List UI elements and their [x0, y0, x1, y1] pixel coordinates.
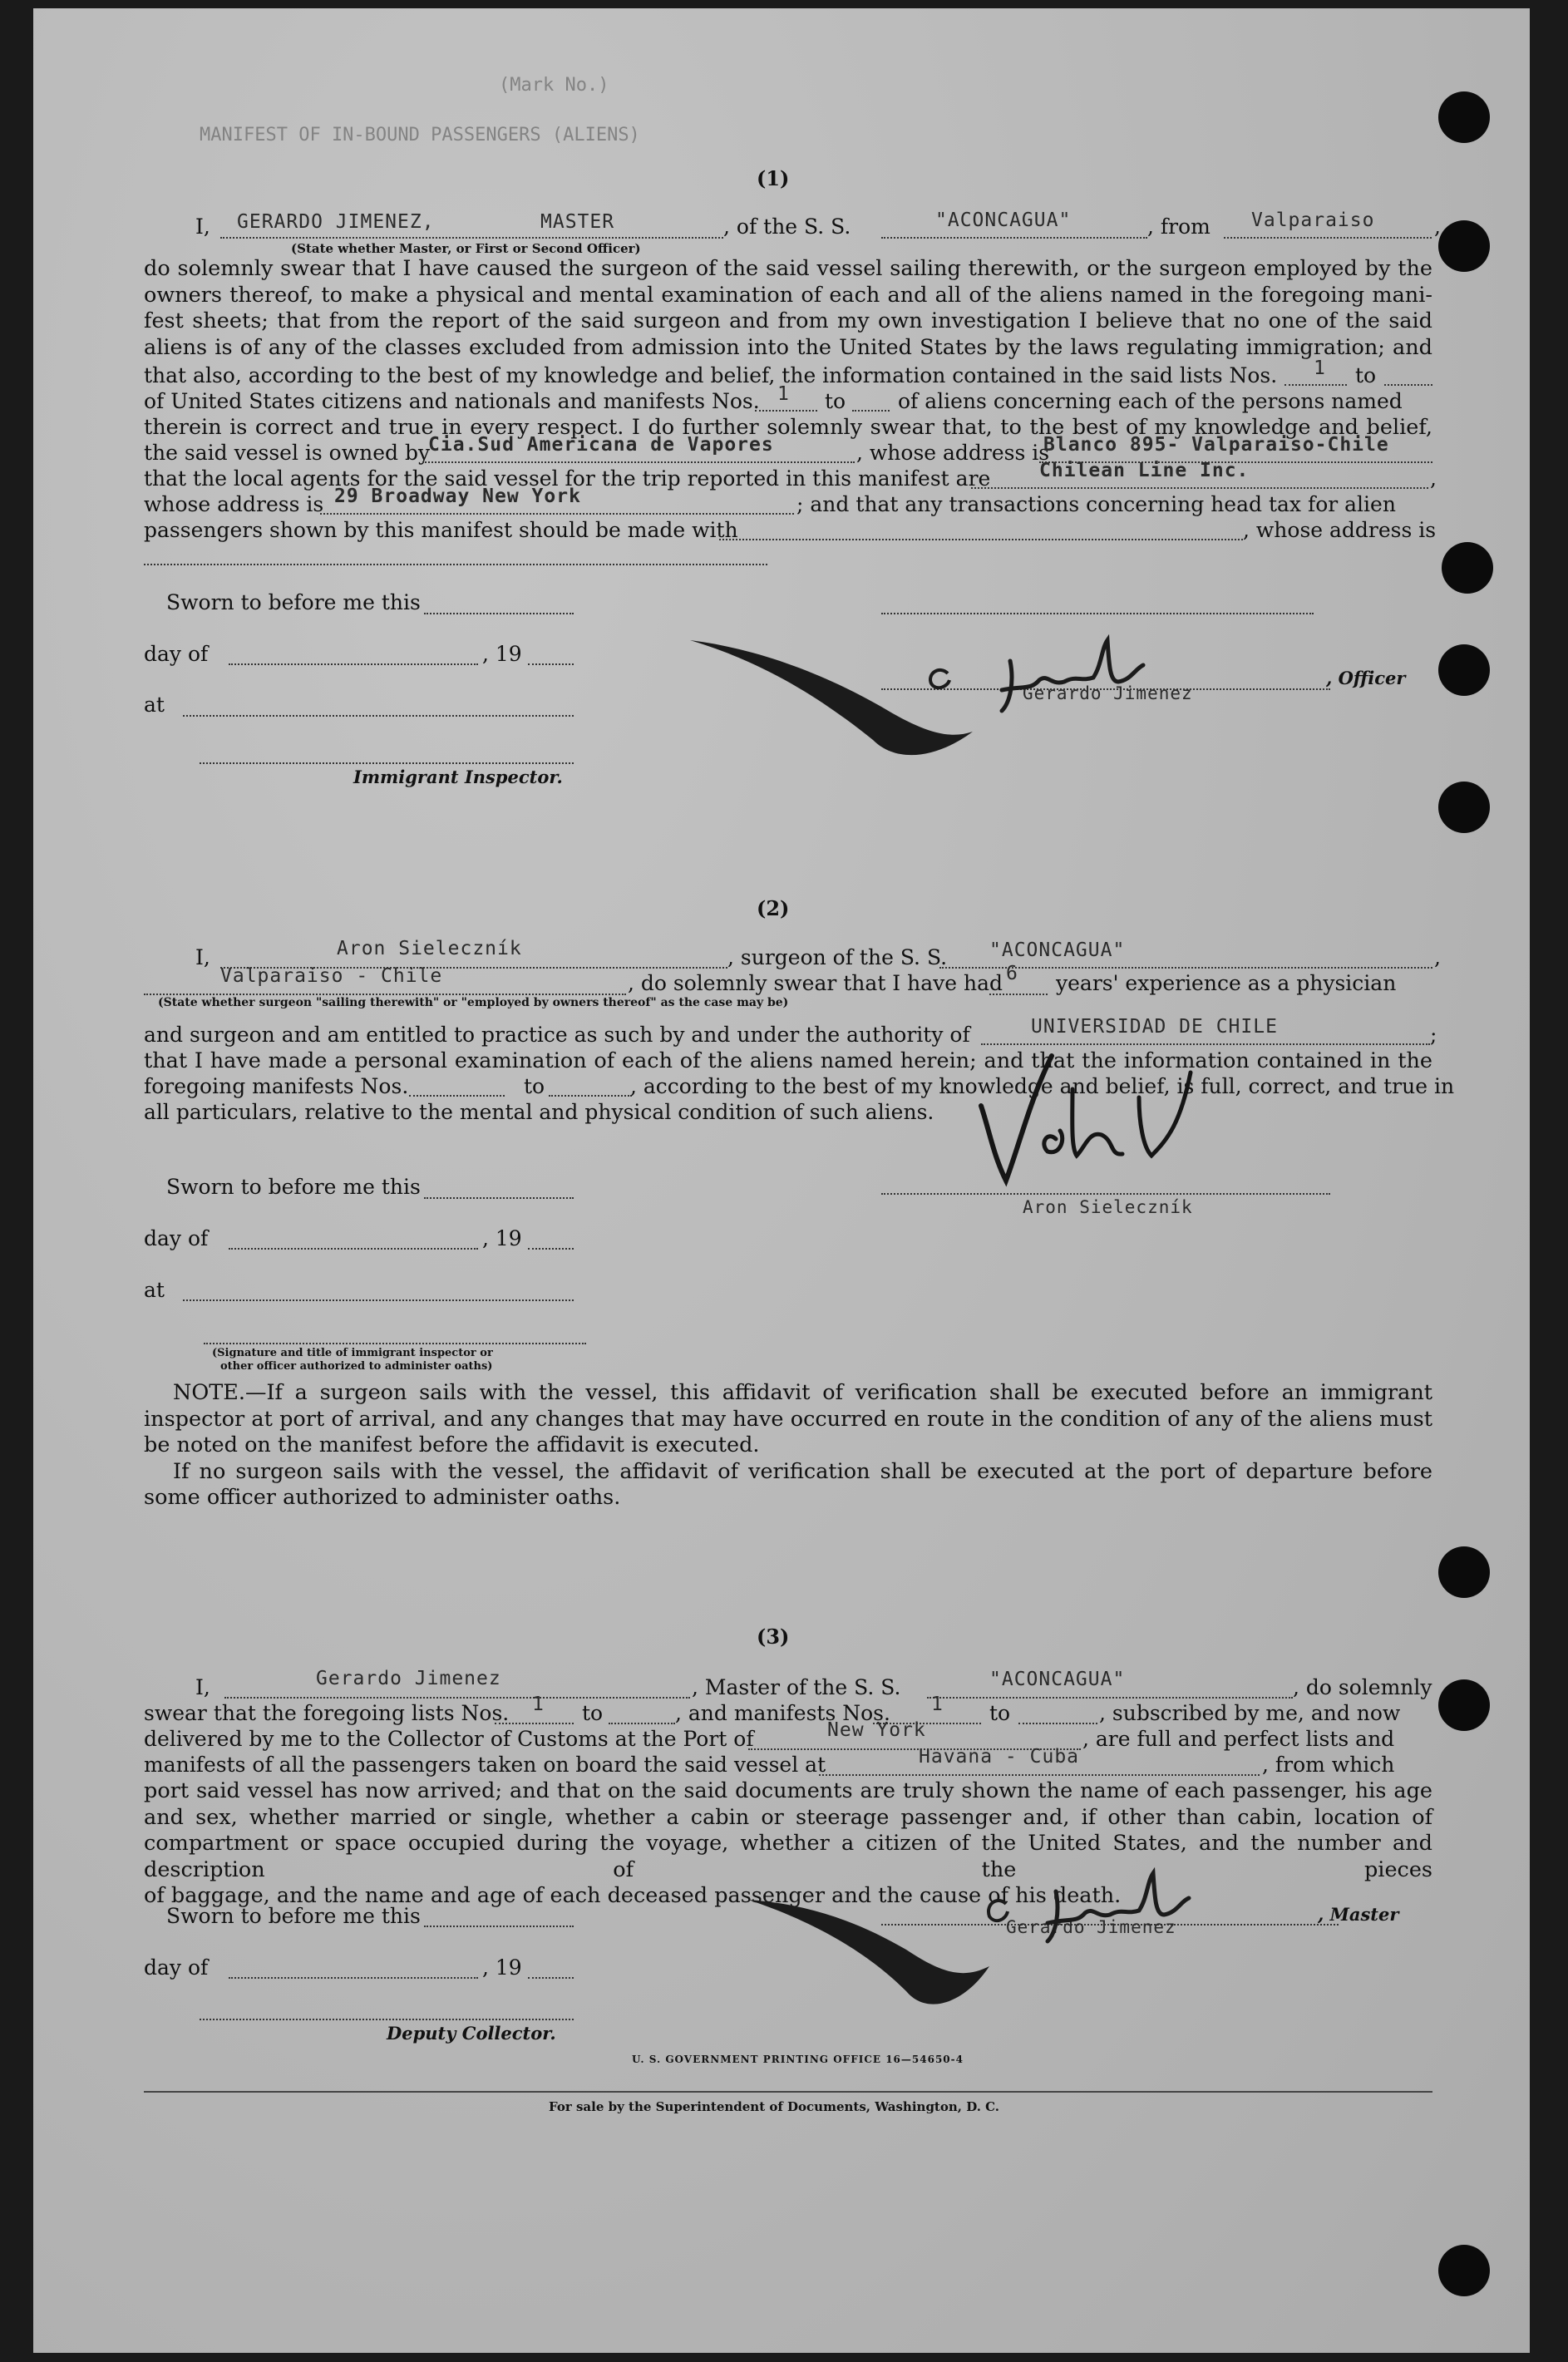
sec2-signature-line [204, 1343, 586, 1344]
sec1-port: Valparaiso [1251, 210, 1375, 231]
sec1-manifest-to-line [852, 410, 890, 412]
sec2-year: , 19 [482, 1226, 522, 1250]
sec1-line-8b: , whose address is [856, 441, 1050, 465]
sec1-i: I, [195, 215, 210, 239]
sec1-owner: Cia.Sud Americana de Vapores [428, 434, 774, 456]
sec3-sworn-line [424, 1926, 574, 1927]
sec3-line-1c: , do solemnly [1293, 1675, 1432, 1699]
sec2-sworn-line [424, 1197, 574, 1199]
sec2-sworn: Sworn to before me this [166, 1175, 421, 1199]
sec2-line-4c: , according to the best of my knowledge and belief, is full, correct, and true in [630, 1074, 1455, 1098]
sec2-surgeon-name: Aron Sieleczník [337, 938, 522, 959]
sec3-line-6: sex, whether married or single, whether a cabin or steerage passenger and, if other than cabin, location of compartment [144, 1804, 1433, 1857]
sec3-i: I, [195, 1675, 210, 1699]
sec2-authority: UNIVERSIDAD DE CHILE [1031, 1016, 1278, 1038]
sec1-sworn: Sworn to before me this [166, 590, 421, 614]
sec3-year-line [528, 1977, 574, 1979]
sec2-line-1b: , do solemnly swear that I have had [628, 971, 1003, 995]
sec3-year: , 19 [482, 1955, 522, 1980]
sec1-ship: "ACONCAGUA" [935, 210, 1072, 231]
sec1-agents: Chilean Line Inc. [1039, 460, 1250, 481]
manifest-page [33, 8, 1530, 2353]
sec3-day-line [229, 1977, 478, 1979]
sec1-port-line [1224, 237, 1432, 239]
binder-hole [1438, 1679, 1490, 1731]
sec2-years-line [989, 994, 1048, 995]
faint-header-2: MANIFEST OF IN-BOUND PASSENGERS (ALIENS) [200, 125, 640, 145]
sec1-rank-caption: (State whether Master, or First or Second Officer) [291, 241, 641, 256]
sec3-line-5: port said vessel has now arrived; and that on the said documents are truly shown the name of each passenger, his age and [144, 1778, 1432, 1830]
sec2-ship: "ACONCAGUA" [989, 939, 1126, 961]
sec1-headtax-address-line [144, 564, 767, 565]
sec3-line-8: of baggage, and the name and age of each deceased passenger and the cause of his death. [144, 1883, 1122, 1909]
faint-header-1: (Mark No.) [499, 75, 609, 96]
sec3-lists-to-line [609, 1723, 675, 1724]
sec1-agent-address: 29 Broadway New York [334, 486, 581, 507]
sec1-line-6c: of aliens concerning each of the persons named [898, 389, 1403, 413]
sec3-boarded-at: Havana - Cuba [919, 1746, 1080, 1768]
sec3-collector-label: Deputy Collector. [387, 2023, 556, 2044]
sec2-note [144, 1380, 1432, 1511]
sec1-line-4: aliens is of any of the classes excluded from admission into the United States by the laws regulating immigration; and [144, 334, 1432, 360]
sec3-line-2c: , and manifests Nos. [675, 1701, 890, 1725]
sec2-line-2b: ; [1430, 1023, 1437, 1047]
sec3-ship-line [927, 1697, 1293, 1699]
sec3-line-4b: , from which [1262, 1753, 1395, 1777]
binder-hole [1442, 542, 1493, 594]
binder-hole [1438, 220, 1490, 272]
binder-hole [1438, 2245, 1490, 2296]
sec1-day-line [229, 663, 478, 665]
sec3-line-3b: , are full and perfect lists and [1082, 1727, 1395, 1751]
sec3-line-2a: swear that the foregoing lists Nos. [144, 1701, 510, 1725]
sec3-collector-line [200, 2019, 574, 2020]
binder-hole [1438, 91, 1490, 143]
sec1-line-6b: to [825, 389, 846, 413]
sec3-manifest-to-line [1018, 1723, 1097, 1724]
sec3-line-2d: to [989, 1701, 1011, 1725]
sec2-location: Valparaiso - Chile [220, 965, 443, 987]
sec2-sig-caption-1: (Signature and title of immigrant inspector or [212, 1347, 493, 1359]
note-line-4: If no surgeon sails with the vessel, the affidavit of verification shall be executed at the port of departure before [173, 1458, 1432, 1484]
sec3-manifest-no: 1 [931, 1694, 944, 1715]
sec3-line-7: or space occupied during the voyage, whether a citizen of the United States, and the number and description of the pieces [144, 1831, 1432, 1882]
sec1-master-name: GERARDO JIMENEZ, [237, 211, 435, 233]
note-line-2: inspector at port of arrival, and any changes that may have occurred en route in the condition of any of the aliens must [144, 1406, 1432, 1432]
sec3-port: New York [827, 1719, 926, 1741]
sec3-signature [715, 1858, 1330, 2024]
sec1-day-of: day of [144, 642, 209, 666]
section-number-1: (1) [757, 166, 790, 190]
sec2-line-3: that I have made a personal examination of each of the aliens named herein; and that the information contained in the [144, 1048, 1432, 1073]
sec3-master-name: Gerardo Jimenez [316, 1668, 501, 1689]
note-line-1: NOTE.—If a surgeon sails with the vessel, this affidavit of verification shall be executed before an immigrant [173, 1380, 1432, 1405]
sec1-line-10b: ; and that any transactions concerning head tax for alien [796, 492, 1396, 516]
sec1-line-1: do solemnly swear that I have caused the surgeon of the said vessel sailing therewith, or the surgeon employed by the [144, 256, 1432, 281]
sec1-lists-to-line [1384, 384, 1432, 386]
sec1-line-5a: that also, according to the best of my knowledge and belief, the information contained in the said lists Nos. [144, 363, 1278, 387]
sec3-master-line [224, 1697, 690, 1699]
sec3-line-3a: delivered by me to the Collector of Customs at the Port of [144, 1727, 754, 1751]
sec1-line-11b: , whose address is [1243, 518, 1437, 542]
sec1-officer-label: , Officer [1326, 668, 1406, 688]
sec1-year: , 19 [482, 642, 522, 666]
note-line-3: be noted on the manifest before the affidavit is executed. [144, 1432, 760, 1458]
sec1-lists-no: 1 [1314, 358, 1326, 379]
sec2-at: at [144, 1278, 165, 1302]
sec1-line-9b: , [1430, 466, 1437, 491]
sec2-sig-caption-2: other officer authorized to administer oaths) [220, 1360, 493, 1373]
sec3-line-4a: manifests of all the passengers taken on board the said vessel at [144, 1753, 826, 1777]
sec2-year-line [528, 1248, 574, 1250]
footer-rule [144, 2091, 1432, 2093]
sec2-line-5: all particulars, relative to the mental and physical condition of such aliens. [144, 1100, 934, 1124]
sec2-location-line [144, 994, 626, 995]
sec1-from: , from [1147, 215, 1211, 239]
footer-sale: For sale by the Superintendent of Documents, Washington, D. C. [549, 2099, 1000, 2114]
sec1-comma: , [1434, 215, 1441, 239]
sec3-line-2e: , subscribed by me, and now [1099, 1701, 1401, 1725]
sec1-line-10a: whose address is [144, 492, 324, 516]
sec1-line-8a: the said vessel is owned by [144, 441, 431, 465]
sec2-line-1c: years' experience as a physician [1056, 971, 1397, 995]
sec2-at-line [183, 1299, 574, 1301]
sec3-boarded-line [819, 1774, 1260, 1776]
sec1-master-line [220, 237, 723, 239]
sec2-line-2a: and surgeon and am entitled to practice as such by and under the authority of [144, 1023, 970, 1047]
sec3-day-of: day of [144, 1955, 209, 1980]
sec1-sworn-line [424, 613, 574, 614]
sec2-manifest-to-line [549, 1095, 632, 1097]
binder-hole [1438, 1546, 1490, 1598]
binder-hole [1438, 644, 1490, 696]
sec1-signature [673, 615, 1339, 790]
sec2-manifest-from-line [409, 1095, 505, 1097]
sec2-comma: , [1434, 945, 1441, 969]
sec2-caption: (State whether surgeon "sailing therewith" or "employed by owners thereof" as the case may be) [158, 996, 789, 1009]
sec2-signature [973, 1039, 1347, 1206]
sec1-line-6a: of United States citizens and nationals and manifests Nos. [144, 389, 760, 413]
sec1-of-ss: , of the S. S. [723, 215, 851, 239]
sec1-at: at [144, 693, 165, 717]
sec3-sworn: Sworn to before me this [166, 1904, 421, 1928]
sec2-i: I, [195, 945, 210, 969]
sec1-owner-address: Blanco 895- Valparaiso-Chile [1043, 434, 1389, 456]
sec3-ship: "ACONCAGUA" [989, 1669, 1126, 1690]
binder-hole [1438, 782, 1490, 833]
sec1-body-top [144, 256, 1432, 361]
sec1-line-2: owners thereof, to make a physical and mental examination of each and all of the aliens named in the foregoing mani- [144, 282, 1432, 308]
sec2-line-4b: to [524, 1074, 545, 1098]
sec1-inspector-line [200, 762, 574, 764]
sec1-ship-line [881, 237, 1147, 239]
sec1-line-7: therein is correct and true in every respect. I do further solemnly swear that, to the best of my knowledge and belief, [144, 415, 1432, 440]
sec1-manifest-no: 1 [777, 383, 790, 405]
sec1-manifest-line [755, 410, 817, 412]
sec1-year-line [528, 663, 574, 665]
sec2-years: 6 [1006, 963, 1018, 984]
sec1-agents-line [971, 487, 1428, 489]
sec1-line-9a: that the local agents for the said vessel for the trip reported in this manifest are [144, 466, 991, 491]
sec1-headtax-line [719, 539, 1243, 540]
note-line-5: some officer authorized to administer oaths. [144, 1485, 621, 1511]
sec2-line-4a: foregoing manifests Nos. [144, 1074, 409, 1098]
sec1-officer-top-line [881, 613, 1314, 614]
sec2-day-of: day of [144, 1226, 209, 1250]
sec1-inspector-label: Immigrant Inspector. [353, 767, 563, 787]
sec2-day-line [229, 1248, 478, 1250]
sec1-line-5b: to [1355, 363, 1377, 387]
sec1-rank: MASTER [540, 211, 615, 233]
sec1-signer: Gerardo Jimenez [1023, 683, 1193, 703]
section-number-2: (2) [757, 896, 790, 920]
sec3-lists-no: 1 [532, 1694, 545, 1715]
sec3-line-2b: to [582, 1701, 604, 1725]
sec1-lists-line [1284, 384, 1347, 386]
sec2-surgeon-of: , surgeon of the S. S. [727, 945, 948, 969]
sec2-signer: Aron Sieleczník [1023, 1197, 1193, 1217]
sec3-line-1b: , Master of the S. S. [692, 1675, 901, 1699]
sec1-at-line [183, 715, 574, 717]
sec1-agent-address-line [320, 513, 794, 515]
sec1-line-11a: passengers shown by this manifest should be made with [144, 518, 738, 542]
section-number-3: (3) [757, 1625, 790, 1649]
sec3-master-label: , Master [1318, 1904, 1399, 1925]
sec1-owner-line [422, 461, 855, 463]
sec3-signer: Gerardo Jimenez [1006, 1917, 1176, 1937]
sec3-lists-line [495, 1723, 574, 1724]
sec1-line-3: fest sheets; that from the report of the said surgeon and from my own investigation I believe that no one of the said [144, 308, 1432, 334]
gpo-line: U. S. GOVERNMENT PRINTING OFFICE 16—54650-4 [632, 2054, 964, 2065]
